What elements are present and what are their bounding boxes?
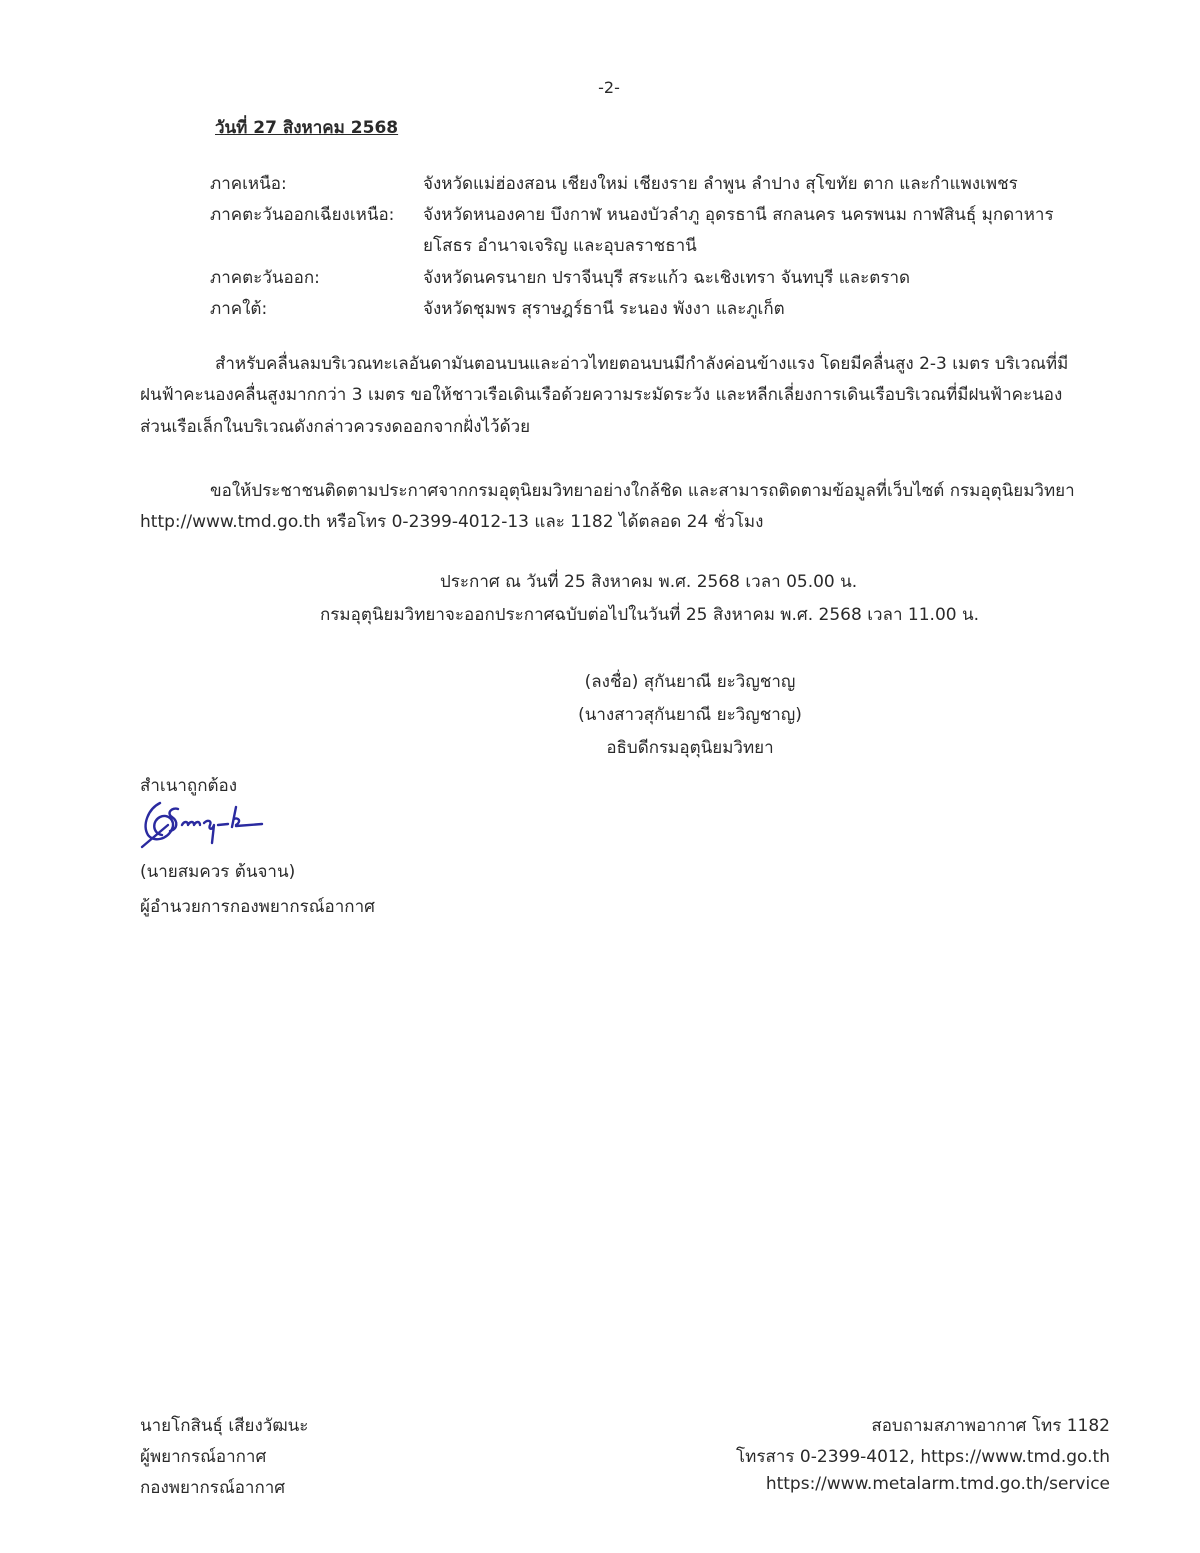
page-number: -2- (598, 78, 620, 97)
footer-fax-website[interactable]: โทรสาร 0-2399-4012, https://www.tmd.go.th (736, 1447, 1110, 1467)
region-value-northeast-line2: ยโสธร อำนาจเจริญ และอุบลราชธานี (423, 236, 697, 256)
region-label-south: ภาคใต้: (210, 299, 268, 319)
announcement-issued: ประกาศ ณ วันที่ 25 สิงหาคม พ.ศ. 2568 เวลา 05.00 น. (440, 572, 858, 592)
handwritten-signature-icon (138, 795, 268, 855)
certified-copy-label: สำเนาถูกต้อง (140, 776, 238, 796)
marine-line-2: ฝนฟ้าคะนองคลื่นสูงมากกว่า 3 เมตร ขอให้ชาวเรือเดินเรือด้วยความระมัดระวัง และหลีกเลี่ยงการเดินเรือบริเวณที่มีฝนฟ้าคะนอง (140, 385, 1063, 405)
announcement-next: กรมอุตุนิยมวิทยาจะออกประกาศฉบับต่อไปในวันที่ 25 สิงหาคม พ.ศ. 2568 เวลา 11.00 น. (320, 605, 980, 625)
footer-division: กองพยากรณ์อากาศ (140, 1478, 286, 1498)
date-heading: วันที่ 27 สิงหาคม 2568 (215, 118, 399, 138)
region-value-south: จังหวัดชุมพร สุราษฎร์ธานี ระนอง พังงา และภูเก็ต (423, 299, 785, 319)
footer-hotline: สอบถามสภาพอากาศ โทร 1182 (871, 1416, 1110, 1436)
region-value-north: จังหวัดแม่ฮ่องสอน เชียงใหม่ เชียงราย ลำพูน ลำปาง สุโขทัย ตาก และกำแพงเพชร (423, 174, 1018, 194)
signatory-full-name: (นางสาวสุกันยาณี ยะวิญชาญ) (578, 705, 802, 725)
certified-copy-name: (นายสมควร ต้นจาน) (140, 862, 296, 882)
marine-line-1: สำหรับคลื่นลมบริเวณทะเลอันดามันตอนบนและอ่าวไทยตอนบนมีกำลังค่อนข้างแรง โดยมีคลื่นสูง 2-3 เมตร บริเวณที่มี (215, 354, 1069, 374)
footer-forecaster-title: ผู้พยากรณ์อากาศ (140, 1447, 267, 1467)
region-label-north: ภาคเหนือ: (210, 174, 287, 194)
region-label-east: ภาคตะวันออก: (210, 268, 320, 288)
signatory-signed: (ลงชื่อ) สุกันยาณี ยะวิญชาญ (584, 672, 796, 692)
certified-copy-position: ผู้อำนวยการกองพยากรณ์อากาศ (140, 897, 375, 917)
follow-line-2: http://www.tmd.go.th หรือโทร 0-2399-4012-13 และ 1182 ได้ตลอด 24 ชั่วโมง (140, 512, 764, 532)
signatory-position: อธิบดีกรมอุตุนิยมวิทยา (606, 738, 774, 758)
marine-line-3: ส่วนเรือเล็กในบริเวณดังกล่าวควรงดออกจากฝั่งไว้ด้วย (140, 417, 531, 437)
footer-forecaster-name: นายโกสินธุ์ เสียงวัฒนะ (140, 1416, 309, 1436)
region-label-northeast: ภาคตะวันออกเฉียงเหนือ: (210, 205, 395, 225)
footer-metalarm-link[interactable]: https://www.metalarm.tmd.go.th/service (765, 1474, 1110, 1494)
region-value-east: จังหวัดนครนายก ปราจีนบุรี สระแก้ว ฉะเชิงเทรา จันทบุรี และตราด (423, 268, 911, 288)
follow-line-1: ขอให้ประชาชนติดตามประกาศจากกรมอุตุนิยมวิทยาอย่างใกล้ชิด และสามารถติดตามข้อมูลที่เว็บไซต์ กรมอุตุนิยมวิทยา (210, 481, 1075, 501)
region-value-northeast-line1: จังหวัดหนองคาย บึงกาฬ หนองบัวลำภู อุดรธานี สกลนคร นครพนม กาฬสินธุ์ มุกดาหาร (423, 205, 1054, 225)
